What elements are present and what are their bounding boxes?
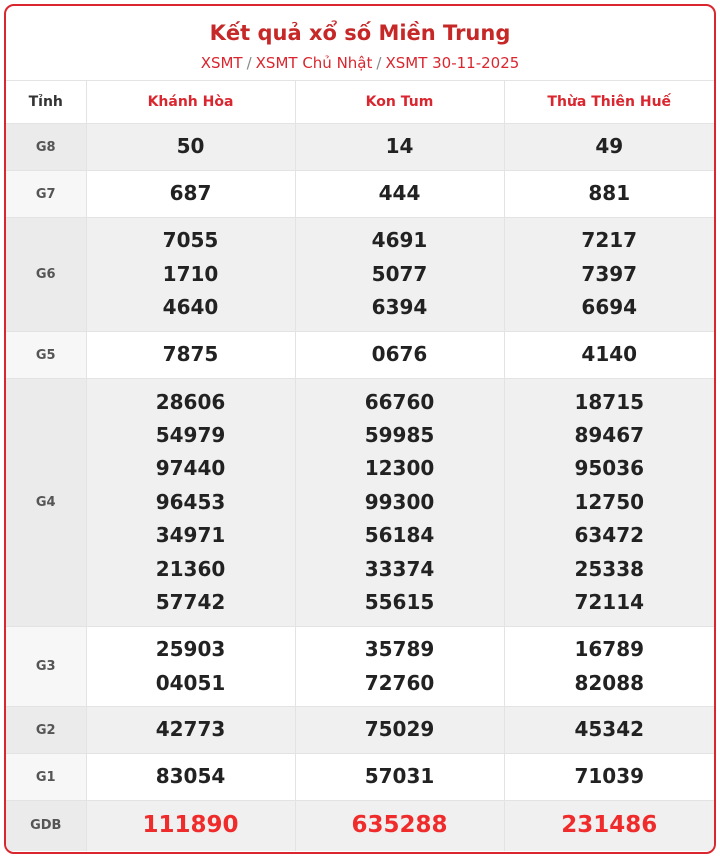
- prize-number: 66760: [364, 389, 435, 414]
- prize-number: 34971: [155, 523, 226, 548]
- page-title: Kết quả xổ số Miền Trung: [209, 21, 511, 45]
- prize-number: 56184: [364, 523, 435, 548]
- prize-cell: [504, 754, 714, 801]
- prize-number: 45342: [574, 717, 645, 742]
- column-header-province[interactable]: Khánh Hòa: [86, 81, 295, 124]
- prize-cell: [86, 754, 295, 801]
- prize-number: 6394: [371, 295, 428, 320]
- prize-label: G1: [6, 754, 86, 801]
- prize-cell: [504, 707, 714, 754]
- prize-number: 444: [378, 181, 421, 206]
- prize-number: 25338: [574, 556, 645, 581]
- prize-number: 881: [588, 181, 631, 206]
- prize-number: 59985: [364, 422, 435, 447]
- prize-cell: [86, 707, 295, 754]
- prize-number: 12750: [574, 489, 645, 514]
- prize-number: 12300: [364, 456, 435, 481]
- prize-number: 35789: [364, 637, 435, 662]
- special-prize-number: 635288: [351, 812, 448, 839]
- prize-number: 75029: [364, 717, 435, 742]
- prize-label: G7: [6, 171, 86, 218]
- table-row: [6, 379, 714, 627]
- prize-cell: [504, 379, 714, 627]
- table-row: [6, 332, 714, 379]
- prize-number: 55615: [364, 590, 435, 615]
- prize-number: 71039: [574, 764, 645, 789]
- prize-number: 95036: [574, 456, 645, 481]
- prize-cell: [504, 627, 714, 707]
- prize-number: 72760: [364, 670, 435, 695]
- column-header-tinh: Tỉnh: [6, 81, 86, 124]
- prize-number: 7875: [162, 342, 219, 367]
- prize-label: G8: [6, 124, 86, 171]
- prize-cell: [86, 801, 295, 851]
- table-row: [6, 627, 714, 707]
- results-header: [6, 6, 714, 81]
- prize-cell: [504, 124, 714, 171]
- prize-cell: [86, 124, 295, 171]
- prize-cell: [504, 332, 714, 379]
- prize-cell: [295, 124, 504, 171]
- breadcrumb-separator: /: [246, 54, 252, 72]
- prize-number: 18715: [574, 389, 645, 414]
- prize-label: G2: [6, 707, 86, 754]
- prize-number: 83054: [155, 764, 226, 789]
- table-row: [6, 218, 714, 332]
- prize-number: 28606: [155, 389, 226, 414]
- special-prize-number: 231486: [561, 812, 658, 839]
- table-row: [6, 171, 714, 218]
- breadcrumb-link-xsmt-chu-nhat[interactable]: XSMT Chủ Nhật: [255, 54, 373, 72]
- prize-cell: [504, 171, 714, 218]
- prize-number: 687: [169, 181, 212, 206]
- results-body: [6, 124, 714, 851]
- prize-number: 14: [385, 134, 414, 159]
- prize-number: 57742: [155, 590, 226, 615]
- prize-cell: [86, 171, 295, 218]
- table-row: [6, 801, 714, 851]
- table-row: [6, 124, 714, 171]
- special-prize-number: 111890: [142, 812, 239, 839]
- table-row: [6, 707, 714, 754]
- results-card: [4, 4, 716, 854]
- prize-label: G3: [6, 627, 86, 707]
- prize-cell: [86, 379, 295, 627]
- prize-cell: [295, 218, 504, 332]
- prize-number: 1710: [162, 261, 219, 286]
- prize-cell: [295, 754, 504, 801]
- prize-number: 72114: [574, 590, 645, 615]
- prize-number: 0676: [371, 342, 428, 367]
- prize-cell: [504, 218, 714, 332]
- prize-number: 96453: [155, 489, 226, 514]
- prize-number: 49: [595, 134, 624, 159]
- breadcrumb-link-xsmt-date[interactable]: XSMT 30-11-2025: [385, 54, 520, 72]
- prize-cell: [295, 707, 504, 754]
- prize-number: 5077: [371, 261, 428, 286]
- prize-number: 50: [176, 134, 205, 159]
- column-header-province[interactable]: Kon Tum: [295, 81, 504, 124]
- table-header-row: [6, 81, 714, 124]
- prize-number: 25903: [155, 637, 226, 662]
- prize-number: 4140: [581, 342, 638, 367]
- table-row: [6, 754, 714, 801]
- prize-number: 4640: [162, 295, 219, 320]
- breadcrumb-separator: /: [376, 54, 382, 72]
- prize-cell: [295, 332, 504, 379]
- breadcrumb-link-xsmt[interactable]: XSMT: [200, 54, 243, 72]
- prize-number: 54979: [155, 422, 226, 447]
- prize-label: GDB: [6, 801, 86, 851]
- prize-number: 04051: [155, 670, 226, 695]
- prize-number: 97440: [155, 456, 226, 481]
- prize-cell: [295, 627, 504, 707]
- prize-cell: [295, 171, 504, 218]
- prize-cell: [86, 332, 295, 379]
- prize-label: G5: [6, 332, 86, 379]
- prize-number: 7397: [581, 261, 638, 286]
- prize-label: G6: [6, 218, 86, 332]
- prize-number: 42773: [155, 717, 226, 742]
- prize-number: 57031: [364, 764, 435, 789]
- results-table: [6, 81, 714, 851]
- prize-number: 89467: [574, 422, 645, 447]
- prize-number: 6694: [581, 295, 638, 320]
- prize-cell: [295, 379, 504, 627]
- prize-number: 7055: [162, 228, 219, 253]
- prize-number: 4691: [371, 228, 428, 253]
- prize-number: 21360: [155, 556, 226, 581]
- breadcrumb: [6, 53, 714, 73]
- prize-number: 99300: [364, 489, 435, 514]
- prize-cell: [504, 801, 714, 851]
- prize-label: G4: [6, 379, 86, 627]
- prize-cell: [295, 801, 504, 851]
- prize-number: 16789: [574, 637, 645, 662]
- prize-number: 7217: [581, 228, 638, 253]
- prize-number: 82088: [574, 670, 645, 695]
- prize-number: 63472: [574, 523, 645, 548]
- prize-number: 33374: [364, 556, 435, 581]
- prize-cell: [86, 218, 295, 332]
- column-header-province[interactable]: Thừa Thiên Huế: [504, 81, 714, 124]
- prize-cell: [86, 627, 295, 707]
